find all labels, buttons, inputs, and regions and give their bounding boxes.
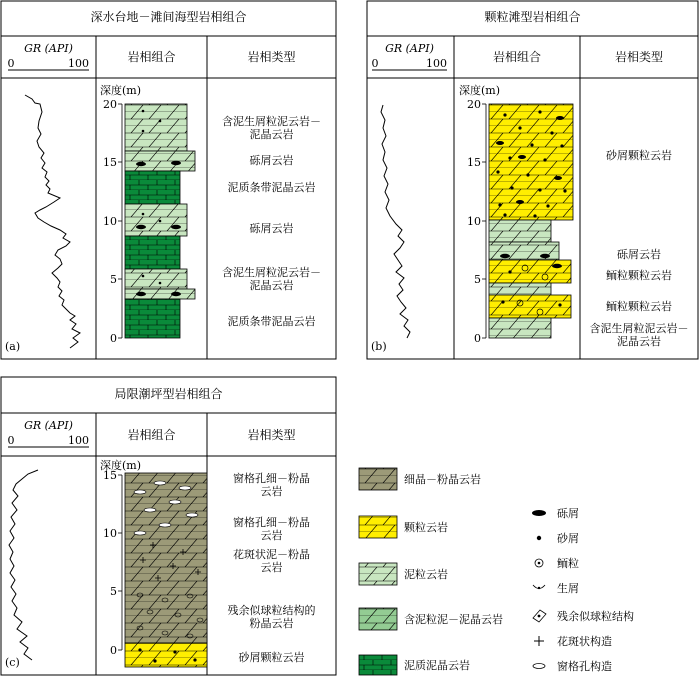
panel-c-gr-min: 0 [7,434,15,447]
panel-c-type-2: 窗格孔细－粉晶 云岩 [233,516,310,542]
panel-a-tick-20: 20 [103,98,117,111]
panel-a-tick-10: 10 [103,215,117,228]
panel-a-tick-5: 5 [110,273,117,286]
panel-a-gr-min: 0 [7,57,15,70]
panel-a-type-4: 砾屑云岩 [249,222,294,235]
panel-b-col-lith: 岩相组合 [492,50,541,64]
panel-a-gr-max: 100 [68,57,89,70]
panel-c-tick-15: 15 [103,469,117,482]
panel-a-type-1: 含泥生屑粒泥云岩－ 泥晶云岩 [222,115,321,141]
legend-symbol-mottled: 花斑状构造 [557,635,612,648]
panel-c-tick-0: 0 [110,644,117,657]
legend-symbol-ooid: 鲕粒 [557,557,579,570]
panel-b-label: (b) [371,340,387,353]
panel-b-gr-max: 100 [426,57,447,70]
panel-c-type-1: 窗格孔细－粉晶 云岩 [233,472,310,498]
panel-b-tick-10: 10 [467,215,481,228]
panel-c-label: (c) [5,656,20,669]
panel-b-gr-min: 0 [371,57,379,70]
panel-c-depth-label: 深度(m) [100,459,142,472]
panel-b-type-1: 砂屑颗粒云岩 [606,149,672,162]
panel-a-col-type: 岩相类型 [247,50,296,64]
panel-b-tick-5: 5 [474,273,481,286]
panel-c-depth-axis [118,475,122,650]
panel-b-tick-0: 0 [474,332,481,345]
panel-b-type-3: 鲕粒颗粒云岩 [606,269,672,282]
panel-c-type-3: 花斑状泥－粉晶 云岩 [233,548,310,574]
panel-a-type-5: 含泥生屑粒泥云岩－ 泥晶云岩 [222,266,321,292]
legend-symbol-fenestral: 窗格孔构造 [557,660,612,673]
legend-symbol-bioclast: 生屑 [557,582,579,595]
panel-c-tick-5: 5 [110,585,117,598]
panel-c-gr-label: GR (API) [24,419,73,432]
panel-a-depth-label: 深度(m) [100,84,142,97]
legend-facies-4: 含泥粒泥－泥晶云岩 [404,613,503,626]
panel-b-col-type: 岩相类型 [614,50,663,64]
panel-c-tick-10: 10 [103,527,117,540]
panel-c-gr-max: 100 [68,434,89,447]
legend-facies-2: 颗粒云岩 [404,521,448,534]
panel-c-type-4: 残余似球粒结构的 粉晶云岩 [227,604,316,630]
panel-b-depth-axis [482,104,486,338]
panel-b-title: 颗粒滩型岩相组合 [484,10,581,24]
panel-b-type-5: 含泥生屑粒泥云岩－ 泥晶云岩 [589,322,689,348]
panel-a-type-3: 泥质条带泥晶云岩 [227,181,316,194]
panel-b-type-4: 鲕粒颗粒云岩 [606,300,672,313]
panel-b-depth-label: 深度(m) [459,84,501,97]
panel-a-label: (a) [5,340,21,353]
panel-b-tick-20: 20 [467,98,481,111]
panel-a-tick-0: 0 [110,332,117,345]
panel-c-title: 局限潮坪型岩相组合 [114,387,223,401]
panel-b-gr-label: GR (API) [385,42,434,55]
panel-c-col-lith: 岩相组合 [127,428,176,442]
legend-facies-5: 泥质泥晶云岩 [404,659,470,672]
panel-a-col-lith: 岩相组合 [127,50,176,64]
panel-a-type-2: 砾屑云岩 [249,154,294,167]
panel-b-lith-column [489,104,573,338]
panel-c-lith-column [125,473,207,667]
legend-swatches [359,468,397,675]
gr-curve-b [381,105,410,338]
legend-symbols [532,510,546,669]
legend-symbol-gravel: 砾屑 [557,507,579,520]
gr-curve-c [9,470,38,660]
panel-a-gr-label: GR (API) [24,42,73,55]
panel-a-tick-15: 15 [103,156,117,169]
panel-a-type-6: 泥质条带泥晶云岩 [227,315,316,328]
legend-facies-3: 泥粒云岩 [404,568,448,581]
legend-symbol-sand: 砂屑 [557,532,579,545]
legend-facies-1: 细晶－粉晶云岩 [404,473,481,486]
panel-a-depth-axis [118,104,122,338]
panel-a-title: 深水台地－滩间海型岩相组合 [90,10,247,24]
gr-curve-a [25,95,80,348]
legend-symbol-peloid: 残余似球粒结构 [557,610,634,623]
panel-c-type-5: 砂屑颗粒云岩 [238,651,305,664]
panel-c-col-type: 岩相类型 [247,428,296,442]
panel-b-tick-15: 15 [467,156,481,169]
panel-b-type-2: 砾屑云岩 [617,248,661,261]
